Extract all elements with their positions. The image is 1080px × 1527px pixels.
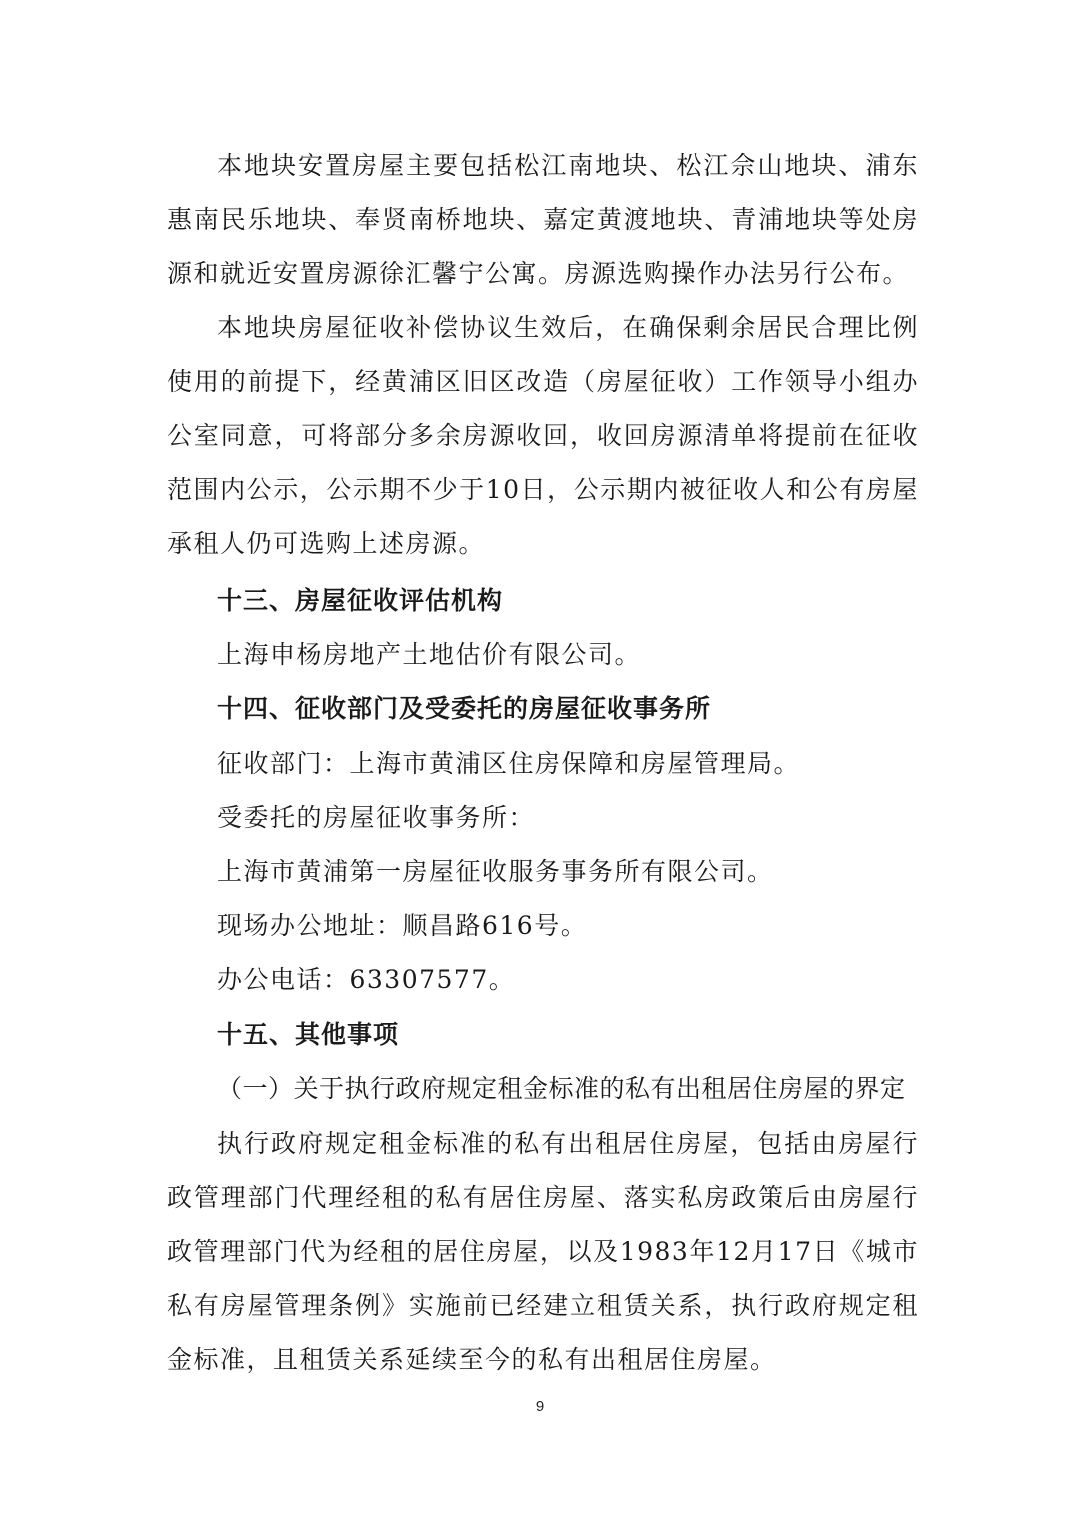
- section-15-heading: 十五、其他事项: [217, 1020, 400, 1049]
- page-number: 9: [535, 1398, 545, 1415]
- section-14-agency-name: 上海市黄浦第一房屋征收服务事务所有限公司。: [217, 857, 774, 886]
- section-14-department: 征收部门：上海市黄浦区住房保障和房屋管理局。: [217, 749, 801, 778]
- section-14-heading: 十四、征收部门及受委托的房屋征收事务所: [217, 694, 712, 723]
- section-13-heading: 十三、房屋征收评估机构: [217, 586, 504, 615]
- section-15-subheading-1: （一）关于执行政府规定租金标准的私有出租居住房屋的界定: [217, 1074, 906, 1103]
- paragraph-private-rental-definition: 执行政府规定租金标准的私有出租居住房屋，包括由房屋行政管理部门代理经租的私有居住房屋、落实私房政策后由房屋行政管理部门代为经租的居住房屋，以及1983年12月17日《城市私有房屋管理条例》实施前已经建立租赁关系，执行政府规定租金标准，且租赁关系延续至今的私有出租居住房屋。: [167, 1129, 919, 1374]
- section-14-agency-label: 受委托的房屋征收事务所：: [217, 803, 536, 832]
- section-14-address: 现场办公地址：顺昌路616号。: [217, 911, 588, 940]
- section-14-phone: 办公电话：63307577。: [217, 965, 516, 994]
- paragraph-resettlement-housing: 本地块安置房屋主要包括松江南地块、松江佘山地块、浦东惠南民乐地块、奉贤南桥地块、嘉定黄渡地块、青浦地块等处房源和就近安置房源徐汇馨宁公寓。房源选购操作办法另行公布。: [167, 151, 919, 288]
- section-13-body: 上海申杨房地产土地估价有限公司。: [217, 640, 642, 669]
- paragraph-housing-recall: 本地块房屋征收补偿协议生效后，在确保剩余居民合理比例使用的前提下，经黄浦区旧区改造（房屋征收）工作领导小组办公室同意，可将部分多余房源收回，收回房源清单将提前在征收范围内公示，公示期不少于10日，公示期内被征收人和公有房屋承租人仍可选购上述房源。: [167, 313, 919, 558]
